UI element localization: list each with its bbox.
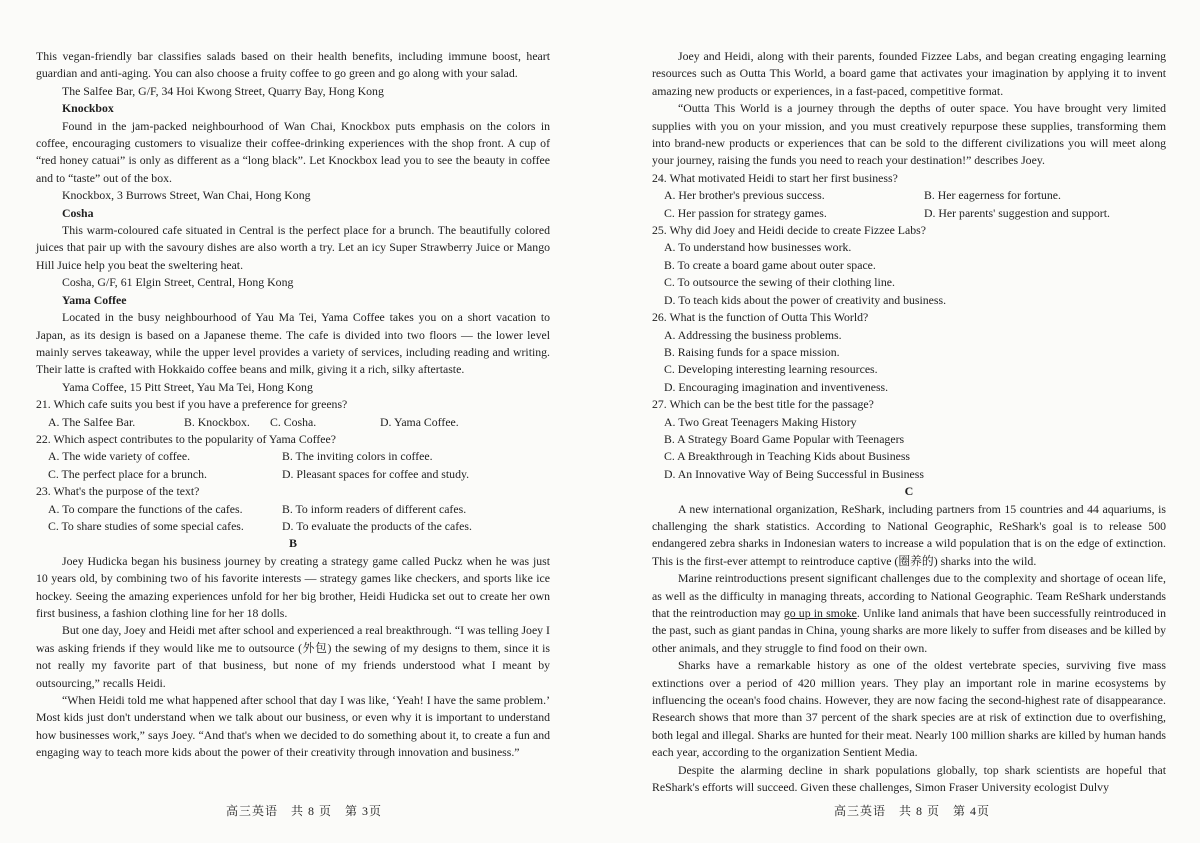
option-26b: B. Raising funds for a space mission. [664, 344, 840, 359]
option-21b: B. Knockbox. [184, 414, 250, 429]
question-21-options [36, 414, 550, 431]
question-25: 25. Why did Joey and Heidi decide to create Fizzee Labs? [652, 223, 926, 238]
knockbox-paragraph: Found in the jam-packed neighbourhood of Wan Chai, Knockbox puts emphasis on the colors in coffee, encouraging customers to visualize their coffee-drinking experiences with the shop front. A cup of “red honey catuai” is only as different as a “long black”. Let Knockbox lead you to see the beauty in coffee and to “taste” out of the box. [36, 118, 550, 185]
question-22-options-row2 [36, 466, 550, 483]
cosha-heading: Cosha [62, 205, 94, 220]
section-b-paragraph-2: But one day, Joey and Heidi met after school and experienced a real breakthrough. “I was telling Joey I was asking friends if they would like me to outsource (外包) the sewing of my designs to them, since it is not really my favorite part of that business, but none of my friends understood what I meant by outsourcing,” recalls Heidi. [36, 623, 550, 690]
option-27a: A. Two Great Teenagers Making History [664, 414, 857, 429]
option-27b: B. A Strategy Board Game Popular with Teenagers [664, 431, 905, 446]
option-22b: B. The inviting colors in coffee. [282, 449, 433, 464]
option-26d: D. Encouraging imagination and inventiveness. [664, 379, 889, 394]
question-27: 27. Which can be the best title for the passage? [652, 397, 874, 412]
option-25d: D. To teach kids about the power of creativity and business. [664, 292, 947, 307]
option-23a: A. To compare the functions of the cafes. [48, 501, 243, 516]
option-21c: C. Cosha. [270, 414, 317, 429]
left-page [36, 48, 550, 762]
option-27c: C. A Breakthrough in Teaching Kids about Business [664, 449, 911, 464]
option-23d: D. To evaluate the products of the cafes. [282, 518, 472, 533]
question-23: 23. What's the purpose of the text? [36, 484, 200, 499]
question-24-options-row1 [652, 187, 1166, 204]
question-23-options-row2 [36, 518, 550, 535]
question-26: 26. What is the function of Outta This World? [652, 310, 869, 325]
option-23b: B. To inform readers of different cafes. [282, 501, 467, 516]
section-c-paragraph-4: Despite the alarming decline in shark populations globally, top shark scientists are hopeful that ReShark's efforts will succeed. Given these challenges, Simon Fraser University ecologist Dulvy [652, 762, 1166, 795]
yama-paragraph: Located in the busy neighbourhood of Yau Ma Tei, Yama Coffee takes you on a short vacation to Japan, as its design is based on a Japanese theme. The cafe is divided into two floors — the lower level mainly serves takeaway, while the upper level provides a variety of services, including reading and writing. Their latte is crafted with Hokkaido coffee beans and milk, giving it a rich, silky aftertaste. [36, 310, 550, 377]
question-22-options-row1 [36, 448, 550, 465]
knockbox-heading: Knockbox [62, 101, 114, 116]
section-c-paragraph-3: Sharks have a remarkable history as one of the oldest vertebrate species, surviving five mass extinctions over a period of 420 million years. They play an important role in marine ecosystems by influencing the ocean's food chains. However, they are now facing the second-highest rate of disappearance. Research shows that more than 37 percent of the shark species are at risk of extinction due to overfishing, both legal and illegal. Sharks are hunted for their meat. Nearly 100 million sharks are killed by human hands each year, according to the organization Sentient Media. [652, 658, 1166, 760]
section-c-paragraph-2 [652, 570, 1166, 657]
underlined-phrase: go up in smoke [783, 606, 857, 620]
right-page-footer: 高三英语 共 8 页 第 4页 [834, 804, 991, 818]
option-25c: C. To outsource the sewing of their clothing line. [664, 275, 895, 290]
question-24-options-row2 [652, 205, 1166, 222]
option-25b: B. To create a board game about outer space. [664, 257, 876, 272]
question-22: 22. Which aspect contributes to the popularity of Yama Coffee? [36, 431, 336, 446]
question-23-options-row1 [36, 501, 550, 518]
cosha-address: Cosha, G/F, 61 Elgin Street, Central, Hong Kong [62, 275, 294, 290]
question-21: 21. Which cafe suits you best if you have a preference for greens? [36, 397, 348, 412]
salfee-address: The Salfee Bar, G/F, 34 Hoi Kwong Street, Quarry Bay, Hong Kong [62, 83, 384, 98]
option-24d: D. Her parents' suggestion and support. [924, 205, 1110, 220]
option-24b: B. Her eagerness for fortune. [924, 188, 1061, 203]
option-24a: A. Her brother's previous success. [664, 188, 825, 203]
option-22a: A. The wide variety of coffee. [48, 449, 191, 464]
option-26a: A. Addressing the business problems. [664, 327, 842, 342]
salfee-paragraph: This vegan-friendly bar classifies salads based on their health benefits, including immune boost, heart guardian and anti-aging. You can also choose a fruity coffee to go green and go along with your salad. [36, 49, 550, 81]
option-25a: A. To understand how businesses work. [664, 240, 852, 255]
paragraph-2-lead: Marine reintroductions present significant challenges due to the complexity and shortage of ocean life, as well as the difficulty in managing threats, according to National Geographic. Team ReShark understands that the reintroduction may [652, 571, 1166, 620]
option-24c: C. Her passion for strategy games. [664, 205, 827, 220]
option-27d: D. An Innovative Way of Being Successful in Business [664, 466, 924, 481]
right-page [652, 48, 1166, 796]
section-b-paragraph-1: Joey Hudicka began his business journey by creating a strategy game called Puckz when he was just 10 years old, by combining two of his favorite interests — strategy games like checkers, and sports like ice hockey. Seeing the amazing experiences unfold for her big brother, Heidi Hudicka set out to create her own first business, a fashion clothing line for her 18 dolls. [36, 553, 550, 620]
yama-address: Yama Coffee, 15 Pitt Street, Yau Ma Tei, Hong Kong [62, 379, 313, 394]
option-21d: D. Yama Coffee. [380, 414, 459, 429]
option-22d: D. Pleasant spaces for coffee and study. [282, 466, 470, 481]
option-21a: A. The Salfee Bar. [48, 414, 136, 429]
left-page-footer: 高三英语 共 8 页 第 3页 [226, 804, 383, 818]
cosha-paragraph: This warm-coloured cafe situated in Central is the perfect place for a brunch. The beautifully colored juices that pair up with the savoury dishes are also worth a try. Let an icy Super Strawberry Juice or Mango Hill Juice help you beat the sweltering heat. [36, 223, 550, 272]
question-24: 24. What motivated Heidi to start her first business? [652, 170, 898, 185]
option-22c: C. The perfect place for a brunch. [48, 466, 207, 481]
fizzee-paragraph: Joey and Heidi, along with their parents, founded Fizzee Labs, and began creating engaging learning resources such as Outta This World, a board game that activates your imagination by applying it to invent amazing new products or experiences, in a fast-paced, competitive format. [652, 49, 1166, 98]
section-c-paragraph-1: A new international organization, ReShark, including partners from 15 countries and 44 aquariums, is challenging the shark statistics. According to National Geographic, ReShark's goal is to release 500 endangered zebra sharks in Indonesian waters to increase a wild population that is on the edge of extinction. This is the first-ever attempt to reintroduce captive (圈养的) sharks into the wild. [652, 501, 1166, 568]
outta-this-world-paragraph: “Outta This World is a journey through the depths of outer space. You have brought very limited supplies with you on your mission, and you must creatively repurpose these supplies, transforming them into brand-new products or experiences that can be sold to the different civilizations you will meet along your journey, raising the funds you need to reach your destination!” describes Joey. [652, 101, 1166, 168]
section-c-heading: C [904, 484, 914, 499]
option-26c: C. Developing interesting learning resources. [664, 362, 878, 377]
section-b-heading: B [288, 536, 297, 551]
section-b-paragraph-3: “When Heidi told me what happened after school that day I was like, ‘Yeah! I have the same problem.’ Most kids just don't understand when we talk about our business, or even why it is important to understand how businesses work,” says Joey. “And that's when we decided to do something about it, to create a fun and engaging way to teach more kids about the power of their creativity through innovation and business.” [36, 693, 550, 760]
paragraph-2-tail: . Unlike land animals that have been successfully reintroduced in the past, such as giant pandas in China, young sharks are more likely to suffer from diseases and be killed by other animals, and they struggle to find food on their own. [652, 606, 1166, 655]
knockbox-address: Knockbox, 3 Burrows Street, Wan Chai, Hong Kong [62, 188, 311, 203]
option-23c: C. To share studies of some special cafes. [48, 518, 244, 533]
yama-heading: Yama Coffee [62, 292, 127, 307]
